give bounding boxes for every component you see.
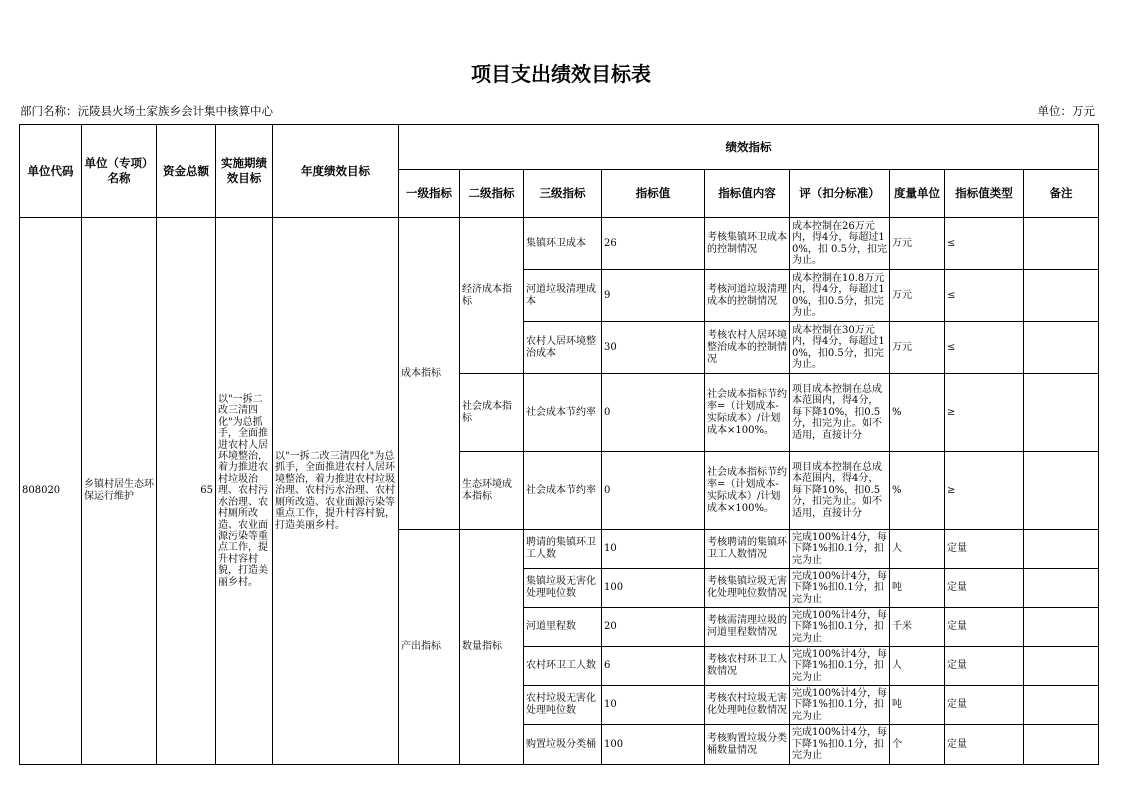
table-row: [20, 218, 1099, 270]
department-label: 部门名称：沅陵县火场土家族乡会计集中核算中心: [20, 104, 273, 118]
header-unit: 度量单位: [890, 170, 945, 218]
scoring-standard: 完成100%计4分，每下降1%扣0.1分，扣完为止: [790, 686, 890, 725]
level2-eco: 生态环境成本指标: [460, 452, 524, 530]
header-level1: 一级指标: [399, 170, 460, 218]
indicator-value: 9: [602, 270, 705, 322]
remark: [1024, 647, 1099, 686]
performance-target-table: [19, 124, 1099, 765]
level3-indicator: 农村垃圾无害化处理吨位数: [524, 686, 602, 725]
scoring-standard: 完成100%计4分，每下降1%扣0.1分，扣完为止: [790, 725, 890, 765]
remark: [1024, 608, 1099, 647]
value-type: ≥: [945, 374, 1024, 452]
scoring-standard: 成本控制在10.8万元内，得4分，每超过10%，扣0.5分，扣完为止。: [790, 270, 890, 322]
indicator-value: 0: [602, 452, 705, 530]
project-name: 乡镇村居生态环保运行维护: [82, 218, 157, 765]
indicator-content: 考核农村环卫工人数情况: [705, 647, 790, 686]
scoring-standard: 完成100%计4分，每下降1%扣0.1分，扣完为止: [790, 530, 890, 569]
project-funds: 65: [157, 218, 216, 765]
header-indicators: 绩效指标: [399, 125, 1099, 170]
indicator-content: 考核集镇垃圾无害化处理吨位数情况: [705, 569, 790, 608]
indicator-value: 30: [602, 322, 705, 374]
value-type: 定量: [945, 569, 1024, 608]
value-type: 定量: [945, 608, 1024, 647]
level2-economic: 经济成本指标: [460, 218, 524, 374]
remark: [1024, 725, 1099, 765]
measure-unit: 万元: [890, 218, 945, 270]
value-type: 定量: [945, 647, 1024, 686]
scoring-standard: 完成100%计4分，每下降1%扣0.1分，扣完为止: [790, 569, 890, 608]
indicator-value: 6: [602, 647, 705, 686]
remark: [1024, 218, 1099, 270]
remark: [1024, 270, 1099, 322]
indicator-content: 考核河道垃圾清理成本的控制情况: [705, 270, 790, 322]
indicator-value: 26: [602, 218, 705, 270]
project-period-goal: 以"一拆二改三清四化"为总抓手，全面推进农村人居环境整治，着力推进农村垃圾治理、农村污水治理、农村厕所改造、农业面源污染等重点工作，提升村容村貌，打造美丽乡村。: [216, 218, 273, 765]
scoring-standard: 完成100%计4分，每下降1%扣0.1分，扣完为止: [790, 608, 890, 647]
scoring-standard: 项目成本控制在总成本范围内，得4分，每下降10%，扣0.5分，扣完为止。如不适用，直接计分: [790, 452, 890, 530]
page-title: 项目支出绩效目标表: [471, 62, 651, 86]
indicator-value: 100: [602, 725, 705, 765]
level2-quantity: 数量指标: [460, 530, 524, 765]
header-annual-goal: 年度绩效目标: [273, 125, 399, 218]
scoring-standard: 完成100%计4分，每下降1%扣0.1分，扣完为止: [790, 647, 890, 686]
level3-indicator: 社会成本节约率: [524, 452, 602, 530]
indicator-value: 10: [602, 686, 705, 725]
scoring-standard: 项目成本控制在总成本范围内，得4分，每下降10%，扣0.5分，扣完为止。如不适用，直接计分: [790, 374, 890, 452]
level3-indicator: 河道垃圾清理成本: [524, 270, 602, 322]
level1-cost: 成本指标: [399, 218, 460, 530]
indicator-content: 考核集镇环卫成本的控制情况: [705, 218, 790, 270]
value-type: 定量: [945, 530, 1024, 569]
project-code: 808020: [20, 218, 82, 765]
level3-indicator: 河道里程数: [524, 608, 602, 647]
measure-unit: 万元: [890, 270, 945, 322]
level1-output: 产出指标: [399, 530, 460, 765]
header-value-type: 指标值类型: [945, 170, 1024, 218]
remark: [1024, 686, 1099, 725]
level2-social: 社会成本指标: [460, 374, 524, 452]
header-scoring: 评（扣分标准）: [790, 170, 890, 218]
measure-unit: 个: [890, 725, 945, 765]
indicator-value: 100: [602, 569, 705, 608]
header-level2: 二级指标: [460, 170, 524, 218]
value-type: ≤: [945, 270, 1024, 322]
remark: [1024, 374, 1099, 452]
indicator-content: 考核农村垃圾无害化处理吨位数情况: [705, 686, 790, 725]
level3-indicator: 集镇环卫成本: [524, 218, 602, 270]
value-type: ≥: [945, 452, 1024, 530]
level3-indicator: 农村环卫工人数: [524, 647, 602, 686]
header-level3: 三级指标: [524, 170, 602, 218]
value-type: ≤: [945, 218, 1024, 270]
indicator-content: 社会成本指标节约率=（计划成本-实际成本）/计划成本×100%。: [705, 374, 790, 452]
remark: [1024, 452, 1099, 530]
value-type: 定量: [945, 725, 1024, 765]
level3-indicator: 购置垃圾分类桶: [524, 725, 602, 765]
measure-unit: 千米: [890, 608, 945, 647]
project-annual-goal: 以"一拆二改三清四化"为总抓手，全面推进农村人居环境整治，着力推进农村垃圾治理、农村污水治理、农村厕所改造、农业面源污染等重点工作，提升村容村貌，打造美丽乡村。: [273, 218, 399, 765]
indicator-content: 考核购置垃圾分类桶数量情况: [705, 725, 790, 765]
value-type: 定量: [945, 686, 1024, 725]
header-content: 指标值内容: [705, 170, 790, 218]
remark: [1024, 530, 1099, 569]
measure-unit: 吨: [890, 686, 945, 725]
measure-unit: 人: [890, 647, 945, 686]
remark: [1024, 569, 1099, 608]
indicator-content: 考核需清理垃圾的河道里程数情况: [705, 608, 790, 647]
header-value: 指标值: [602, 170, 705, 218]
level3-indicator: 农村人居环境整治成本: [524, 322, 602, 374]
measure-unit: 人: [890, 530, 945, 569]
currency-unit-label: 单位：万元: [1037, 104, 1095, 118]
header-unit-code: 单位代码: [20, 125, 82, 218]
scoring-standard: 成本控制在26万元内，得4分，每超过10%，扣 0.5分，扣完为止。: [790, 218, 890, 270]
level3-indicator: 集镇垃圾无害化处理吨位数: [524, 569, 602, 608]
measure-unit: 吨: [890, 569, 945, 608]
indicator-value: 0: [602, 374, 705, 452]
header-period-goal: 实施期绩效目标: [216, 125, 273, 218]
header-funds-total: 资金总额: [157, 125, 216, 218]
remark: [1024, 322, 1099, 374]
indicator-content: 考核农村人居环境整治成本的控制情况: [705, 322, 790, 374]
header-remark: 备注: [1024, 170, 1099, 218]
measure-unit: %: [890, 452, 945, 530]
value-type: ≤: [945, 322, 1024, 374]
measure-unit: %: [890, 374, 945, 452]
indicator-content: 考核聘请的集镇环卫工人数情况: [705, 530, 790, 569]
level3-indicator: 社会成本节约率: [524, 374, 602, 452]
scoring-standard: 成本控制在30万元内，得4分，每超过10%，扣0.5分，扣完为止。: [790, 322, 890, 374]
header-unit-name: 单位（专项）名称: [82, 125, 157, 218]
indicator-value: 10: [602, 530, 705, 569]
level3-indicator: 聘请的集镇环卫工人数: [524, 530, 602, 569]
measure-unit: 万元: [890, 322, 945, 374]
indicator-content: 社会成本指标节约率=（计划成本-实际成本）/计划成本×100%。: [705, 452, 790, 530]
indicator-value: 20: [602, 608, 705, 647]
